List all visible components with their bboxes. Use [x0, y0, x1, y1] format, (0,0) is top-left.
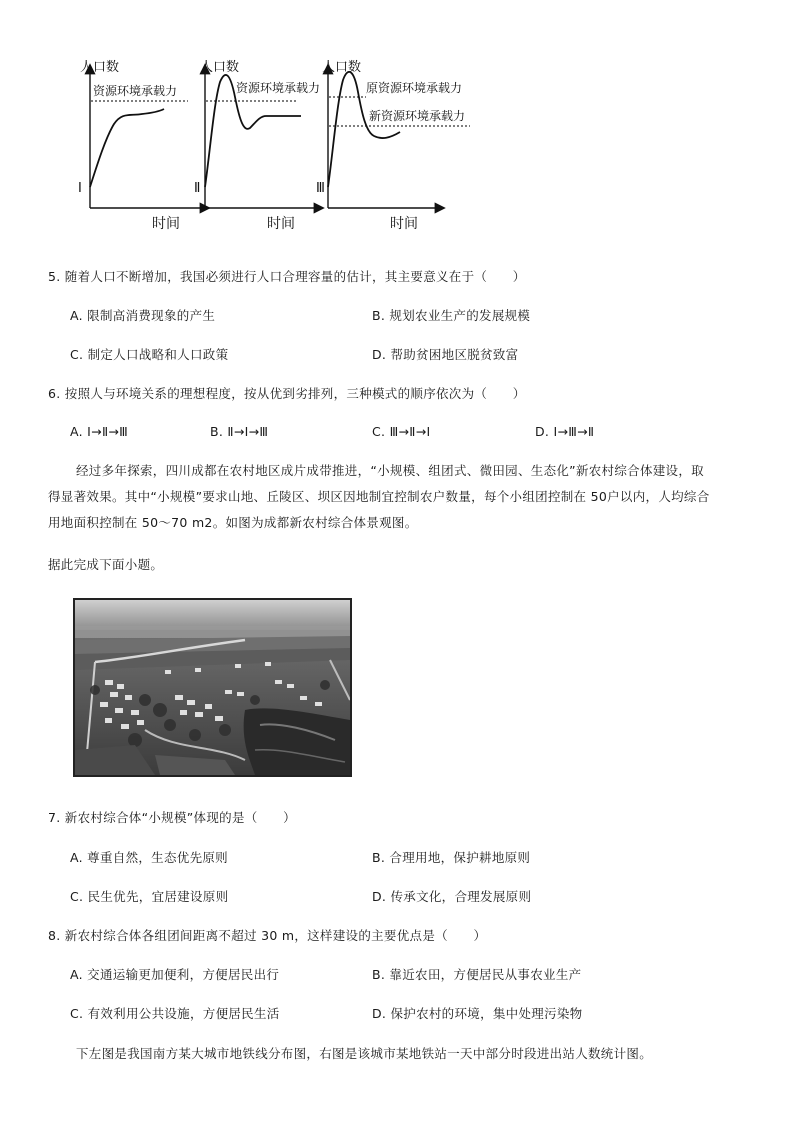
- graph-2: [194, 59, 322, 232]
- graph-1-capacity-label: 资源环境承载力: [93, 84, 178, 98]
- passage-line-2: 得显著效果。其中“小规模”要求山地、丘陵区、坝区因地制宜控制农户数量，每个小组团控制在 50户以内，人均综合: [48, 489, 710, 504]
- passage-line-3: 用地面积控制在 50～70 m2。如图为成都新农村综合体景观图。: [48, 515, 418, 530]
- q6-option-c[interactable]: C. Ⅲ→Ⅱ→Ⅰ: [372, 424, 431, 439]
- q6-stem: 6. 按照人与环境关系的理想程度，按从优到劣排列，三种模式的顺序依次为（ ）: [48, 386, 526, 401]
- graph-2-capacity-label: 资源环境承载力: [236, 81, 321, 95]
- graph-1-xlabel: 时间: [152, 216, 180, 232]
- q8-option-a[interactable]: A. 交通运输更加便利，方便居民出行: [70, 967, 280, 982]
- q7-option-c[interactable]: C. 民生优先，宜居建设原则: [70, 889, 229, 904]
- population-graphs-figure: [60, 52, 500, 238]
- graph-2-xlabel: 时间: [267, 216, 295, 232]
- passage-line-1: 经过多年探索，四川成都在农村地区成片成带推进，“小规模、组团式、微田园、生态化”新农村综合体建设，取: [76, 463, 704, 478]
- graph-3-roman: Ⅲ: [316, 181, 325, 196]
- q5-option-b[interactable]: B. 规划农业生产的发展规模: [372, 308, 531, 323]
- next-passage-intro: 下左图是我国南方某大城市地铁线分布图，右图是该城市某地铁站一天中部分时段进出站人数统计图。: [76, 1046, 653, 1061]
- graph-1-roman: Ⅰ: [78, 181, 82, 196]
- graph-3-original-capacity-label: 原资源环境承载力: [366, 81, 463, 95]
- graph-2-ylabel: 人口数: [200, 60, 240, 75]
- q8-option-c[interactable]: C. 有效利用公共设施，方便居民生活: [70, 1006, 280, 1021]
- q5-option-c[interactable]: C. 制定人口战略和人口政策: [70, 347, 229, 362]
- graph-3-xlabel: 时间: [390, 216, 418, 232]
- q5-option-d[interactable]: D. 帮助贫困地区脱贫致富: [372, 347, 519, 362]
- graph-1: [78, 59, 208, 232]
- q8-option-d[interactable]: D. 保护农村的环境，集中处理污染物: [372, 1006, 583, 1021]
- new-rural-complex-aerial-photo: [73, 598, 352, 777]
- q5-stem: 5. 随着人口不断增加，我国必须进行人口合理容量的估计，其主要意义在于（ ）: [48, 269, 526, 284]
- aerial-photo-image: [75, 600, 350, 775]
- q6-option-b[interactable]: B. Ⅱ→Ⅰ→Ⅲ: [210, 424, 269, 439]
- graph-3-new-capacity-label: 新资源环境承载力: [369, 109, 466, 123]
- q7-stem: 7. 新农村综合体“小规模”体现的是（ ）: [48, 810, 296, 825]
- graph-3-ylabel: 人口数: [322, 60, 362, 75]
- q7-option-a[interactable]: A. 尊重自然，生态优先原则: [70, 850, 228, 865]
- graph-1-population-curve: [90, 109, 164, 187]
- q8-stem: 8. 新农村综合体各组团间距离不超过 30 m，这样建设的主要优点是（ ）: [48, 928, 487, 943]
- q8-option-b[interactable]: B. 靠近农田，方便居民从事农业生产: [372, 967, 582, 982]
- q7-option-d[interactable]: D. 传承文化，合理发展原则: [372, 889, 532, 904]
- passage-instruction: 据此完成下面小题。: [48, 557, 164, 572]
- graph-3: [316, 59, 470, 232]
- graph-2-roman: Ⅱ: [194, 181, 201, 196]
- q6-option-a[interactable]: A. Ⅰ→Ⅱ→Ⅲ: [70, 424, 129, 439]
- q7-option-b[interactable]: B. 合理用地，保护耕地原则: [372, 850, 531, 865]
- q6-option-d[interactable]: D. Ⅰ→Ⅲ→Ⅱ: [535, 424, 595, 439]
- graph-1-ylabel: 人口数: [80, 60, 120, 75]
- q5-option-a[interactable]: A. 限制高消费现象的产生: [70, 308, 216, 323]
